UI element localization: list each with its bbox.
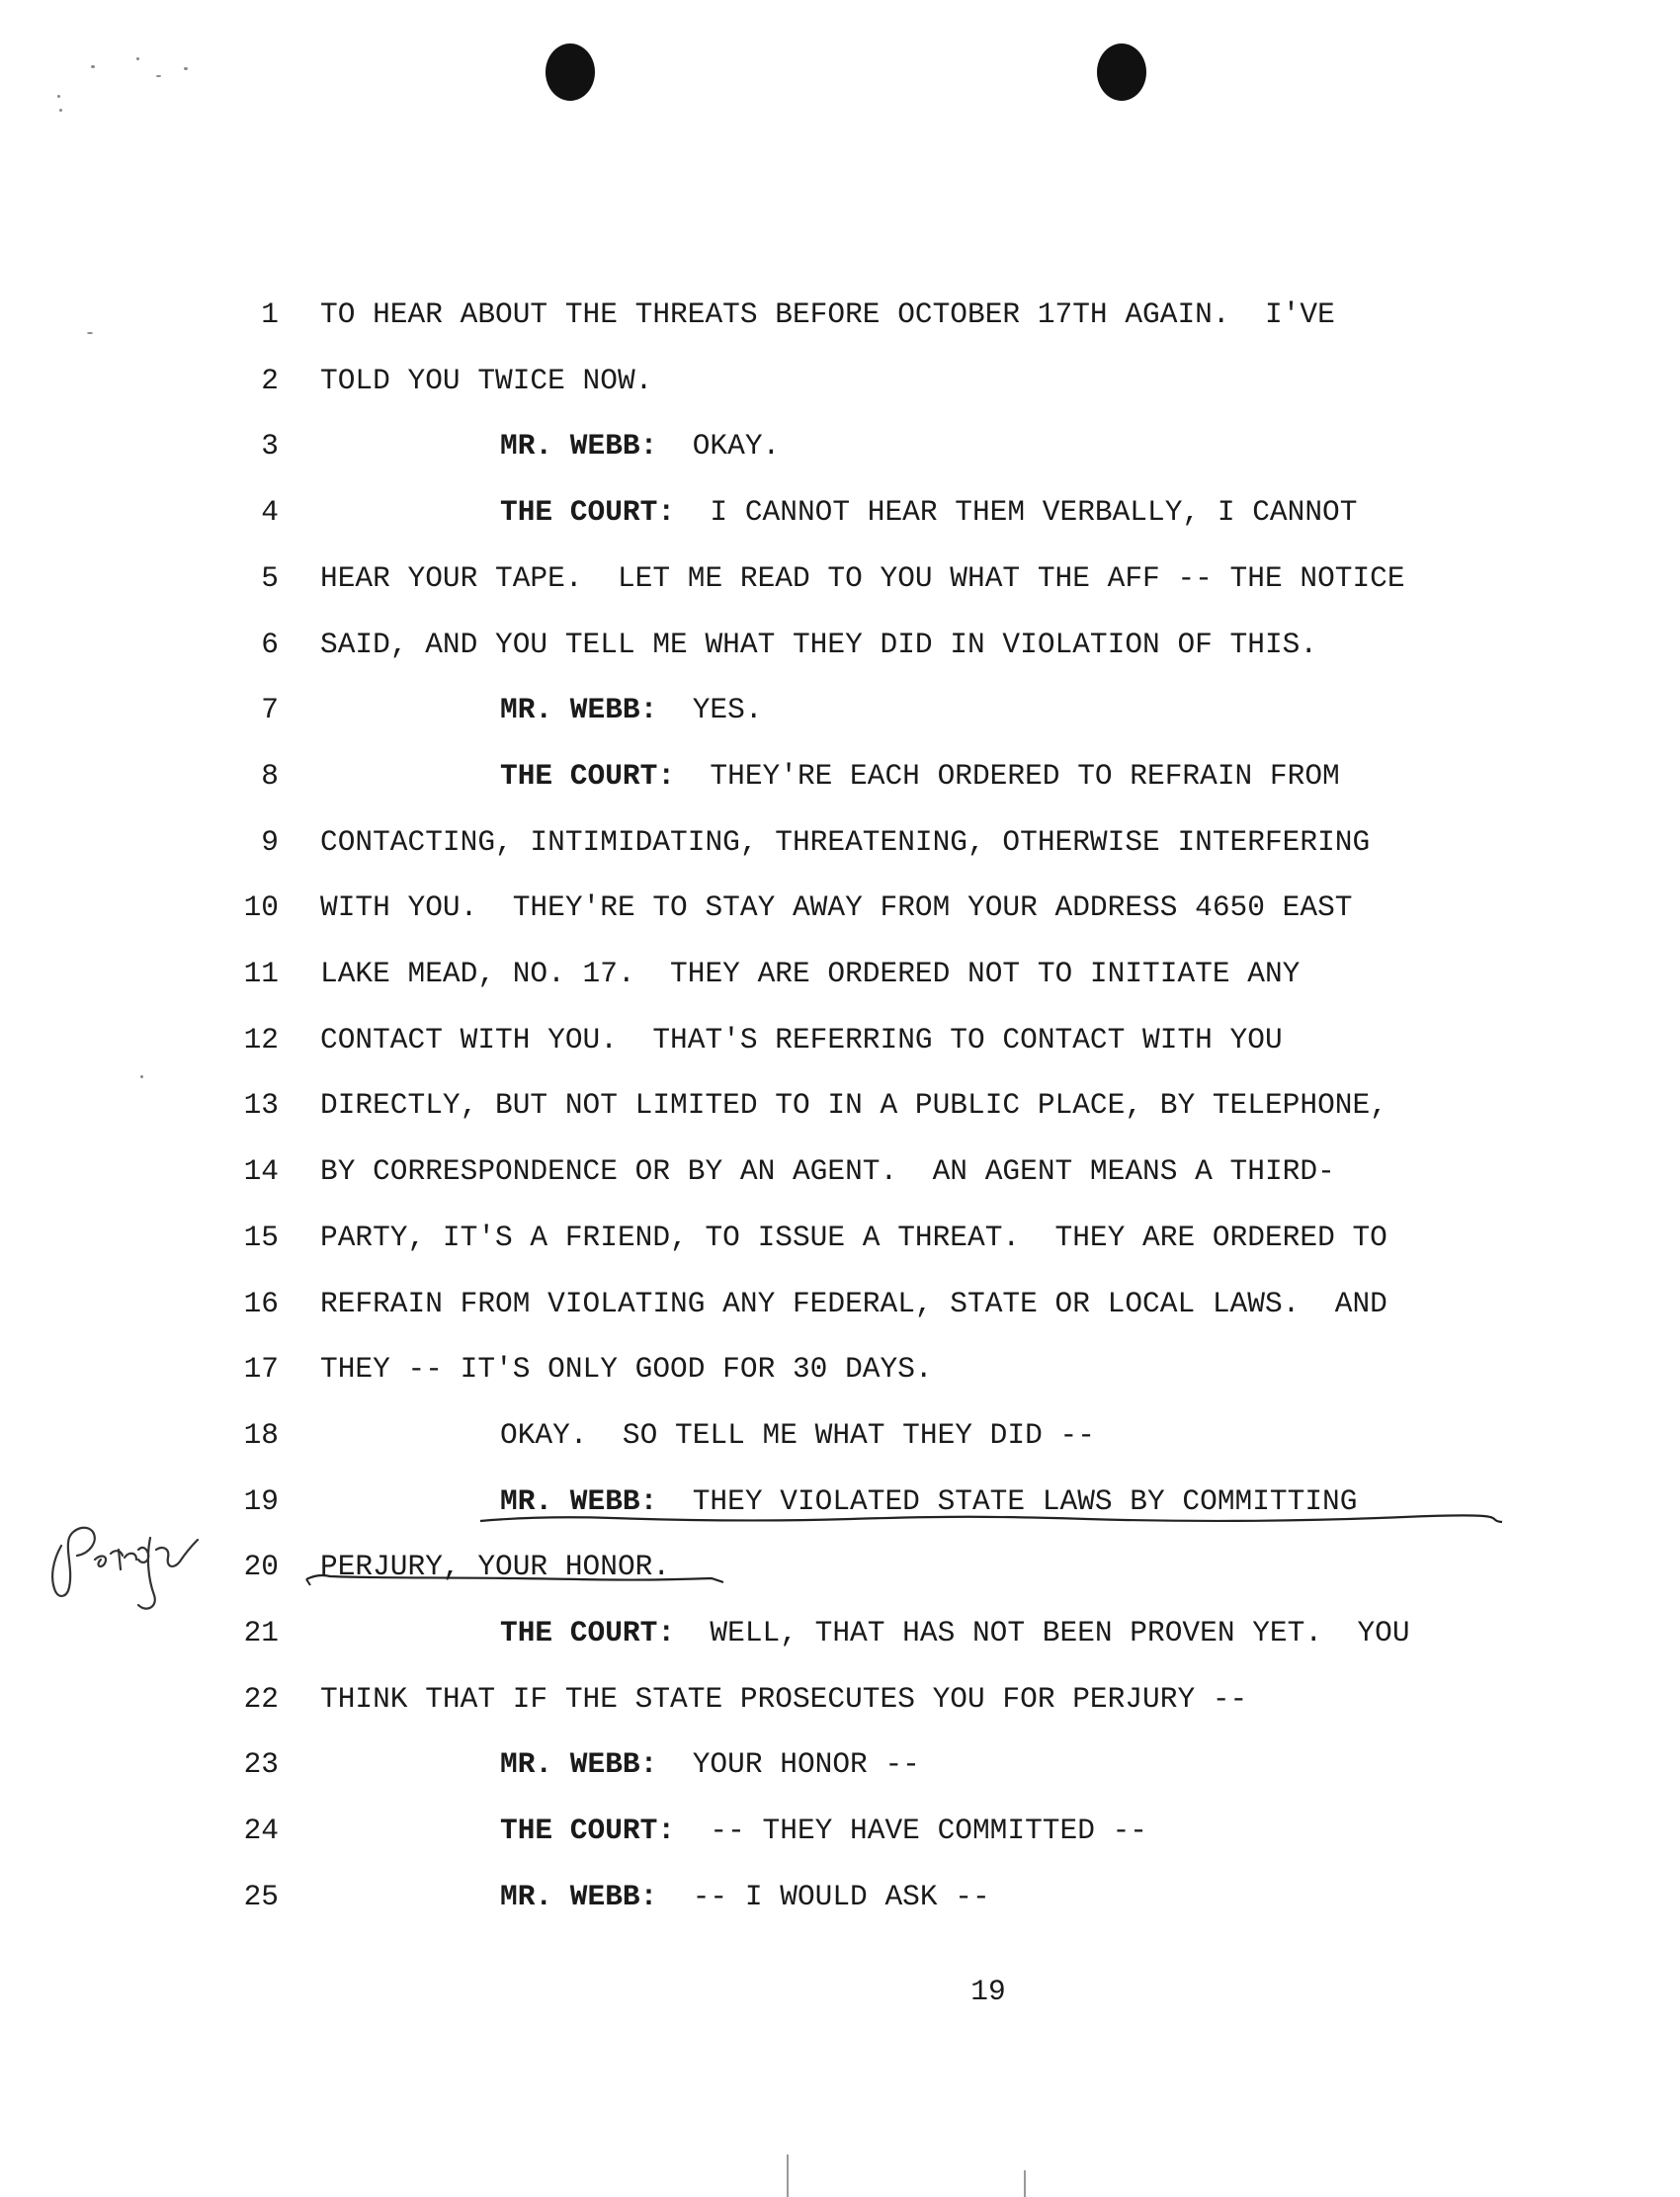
line-text	[500, 1811, 1147, 1850]
line-number: 23	[243, 1747, 279, 1782]
scan-speck	[140, 1075, 143, 1078]
line-text	[320, 887, 1352, 927]
transcript-line	[0, 1877, 1680, 1916]
line-number: 1	[261, 297, 279, 331]
line-text	[320, 1679, 1247, 1719]
line-text	[320, 1020, 1283, 1059]
line-text	[320, 1218, 1387, 1257]
line-text	[320, 1349, 933, 1389]
line-number: 21	[243, 1616, 279, 1649]
spoken-text: REFRAIN FROM VIOLATING ANY FEDERAL, STATE OR LOCAL LAWS. AND	[320, 1286, 1387, 1320]
line-number: 4	[261, 495, 279, 530]
speaker-label: THE COURT:	[500, 758, 676, 793]
line-number: 15	[243, 1220, 279, 1254]
line-number: 18	[243, 1417, 279, 1452]
line-text	[500, 426, 780, 465]
spoken-text: PARTY, IT'S A FRIEND, TO ISSUE A THREAT. THEY ARE ORDERED TO	[320, 1220, 1387, 1254]
line-text	[320, 1151, 1335, 1191]
line-number: 3	[261, 429, 279, 464]
spoken-text: TO HEAR ABOUT THE THREATS BEFORE OCTOBER 17TH AGAIN. I'VE	[320, 297, 1335, 331]
line-number: 9	[261, 824, 279, 859]
line-text	[320, 625, 1317, 664]
line-number: 24	[243, 1814, 279, 1848]
line-number: 19	[243, 1483, 279, 1518]
spoken-text: THEY'RE EACH ORDERED TO REFRAIN FROM	[675, 758, 1340, 793]
line-text	[500, 492, 1357, 532]
spoken-text: OKAY. SO TELL ME WHAT THEY DID --	[500, 1417, 1095, 1452]
spoken-text: DIRECTLY, BUT NOT LIMITED TO IN A PUBLIC PLACE, BY TELEPHONE,	[320, 1088, 1387, 1123]
line-number: 16	[243, 1286, 279, 1320]
scan-speck	[59, 109, 62, 112]
transcript-line	[0, 558, 1680, 598]
scan-speck	[156, 75, 161, 77]
spoken-text: WITH YOU. THEY'RE TO STAY AWAY FROM YOUR ADDRESS 4650 EAST	[320, 890, 1353, 925]
spoken-text: TOLD YOU TWICE NOW.	[320, 363, 653, 397]
spoken-text: THINK THAT IF THE STATE PROSECUTES YOU FOR PERJURY --	[320, 1681, 1248, 1716]
scan-speck	[184, 67, 188, 70]
spoken-text: PERJURY, YOUR HONOR.	[320, 1550, 671, 1584]
transcript-line	[0, 1284, 1680, 1323]
line-text	[500, 690, 763, 729]
line-text	[320, 1547, 670, 1586]
line-number: 5	[261, 560, 279, 595]
line-text	[320, 954, 1300, 993]
line-number: 12	[243, 1022, 279, 1056]
spoken-text: THEY VIOLATED STATE LAWS BY COMMITTING	[657, 1483, 1358, 1518]
line-number: 8	[261, 758, 279, 793]
transcript-line	[0, 1811, 1680, 1850]
transcript-line	[0, 426, 1680, 465]
line-text	[320, 1284, 1387, 1323]
line-number: 6	[261, 627, 279, 661]
line-number: 20	[243, 1550, 279, 1584]
line-text	[320, 361, 652, 400]
transcript-line	[0, 1547, 1680, 1586]
spoken-text: CONTACT WITH YOU. THAT'S REFERRING TO CONTACT WITH YOU	[320, 1022, 1283, 1056]
transcript-line	[0, 954, 1680, 993]
transcript-line	[0, 1085, 1680, 1125]
line-number: 14	[243, 1154, 279, 1189]
line-number: 22	[243, 1681, 279, 1716]
transcript-line	[0, 625, 1680, 664]
transcript-line	[0, 295, 1680, 334]
transcript-line	[0, 1349, 1680, 1389]
spoken-text: HEAR YOUR TAPE. LET ME READ TO YOU WHAT THE AFF -- THE NOTICE	[320, 560, 1405, 595]
speaker-label: MR. WEBB:	[500, 429, 658, 464]
line-number: 2	[261, 363, 279, 397]
line-number: 25	[243, 1879, 279, 1913]
line-text	[500, 756, 1340, 796]
line-text	[320, 1085, 1387, 1125]
speaker-label: THE COURT:	[500, 1814, 676, 1848]
line-number: 10	[243, 890, 279, 925]
transcript-line	[0, 492, 1680, 532]
transcript-line	[0, 756, 1680, 796]
page-number: 19	[970, 1975, 1006, 2008]
handwritten-note	[40, 1510, 227, 1619]
scan-speck	[91, 65, 95, 68]
transcript-line	[0, 1613, 1680, 1652]
line-number: 7	[261, 693, 279, 727]
transcript-line	[0, 1020, 1680, 1059]
speaker-label: MR. WEBB:	[500, 693, 658, 727]
transcript-line	[0, 690, 1680, 729]
transcript-line	[0, 887, 1680, 927]
line-number: 13	[243, 1088, 279, 1123]
line-text	[500, 1744, 920, 1784]
transcript-line	[0, 822, 1680, 862]
scan-edge-mark	[787, 2155, 789, 2197]
speaker-label: THE COURT:	[500, 1616, 676, 1649]
transcript-line	[0, 1218, 1680, 1257]
scan-edge-mark	[1024, 2170, 1026, 2197]
spoken-text: YES.	[657, 693, 763, 727]
line-text	[500, 1613, 1410, 1652]
spoken-text: -- THEY HAVE COMMITTED --	[675, 1814, 1148, 1848]
scan-speck	[136, 57, 139, 60]
transcript-line	[0, 1679, 1680, 1719]
spoken-text: LAKE MEAD, NO. 17. THEY ARE ORDERED NOT TO INITIATE ANY	[320, 957, 1301, 990]
transcript-line	[0, 361, 1680, 400]
spoken-text: THEY -- IT'S ONLY GOOD FOR 30 DAYS.	[320, 1352, 933, 1387]
line-text	[320, 295, 1335, 334]
line-text	[320, 822, 1370, 862]
speaker-label: MR. WEBB:	[500, 1747, 658, 1782]
spoken-text: CONTACTING, INTIMIDATING, THREATENING, OTHERWISE INTERFERING	[320, 824, 1371, 859]
spoken-text: WELL, THAT HAS NOT BEEN PROVEN YET. YOU	[675, 1616, 1410, 1649]
spoken-text: BY CORRESPONDENCE OR BY AN AGENT. AN AGENT MEANS A THIRD-	[320, 1154, 1335, 1189]
transcript-line	[0, 1481, 1680, 1521]
line-number: 11	[243, 957, 279, 990]
spoken-text: -- I WOULD ASK --	[657, 1879, 990, 1913]
speaker-label: MR. WEBB:	[500, 1879, 658, 1913]
line-number: 17	[243, 1352, 279, 1387]
scan-speck	[57, 95, 60, 98]
spoken-text: YOUR HONOR --	[657, 1747, 920, 1782]
hole-punch-right	[1097, 43, 1146, 101]
speaker-label: MR. WEBB:	[500, 1483, 658, 1518]
line-text	[320, 558, 1405, 598]
hole-punch-left	[546, 43, 595, 101]
spoken-text: OKAY.	[657, 429, 781, 464]
line-text	[500, 1415, 1095, 1455]
transcript-line	[0, 1415, 1680, 1455]
spoken-text: I CANNOT HEAR THEM VERBALLY, I CANNOT	[675, 495, 1358, 530]
line-text	[500, 1877, 990, 1916]
line-text	[500, 1481, 1357, 1521]
transcript-line	[0, 1151, 1680, 1191]
speaker-label: THE COURT:	[500, 495, 676, 530]
transcript-line	[0, 1744, 1680, 1784]
spoken-text: SAID, AND YOU TELL ME WHAT THEY DID IN VIOLATION OF THIS.	[320, 627, 1318, 661]
